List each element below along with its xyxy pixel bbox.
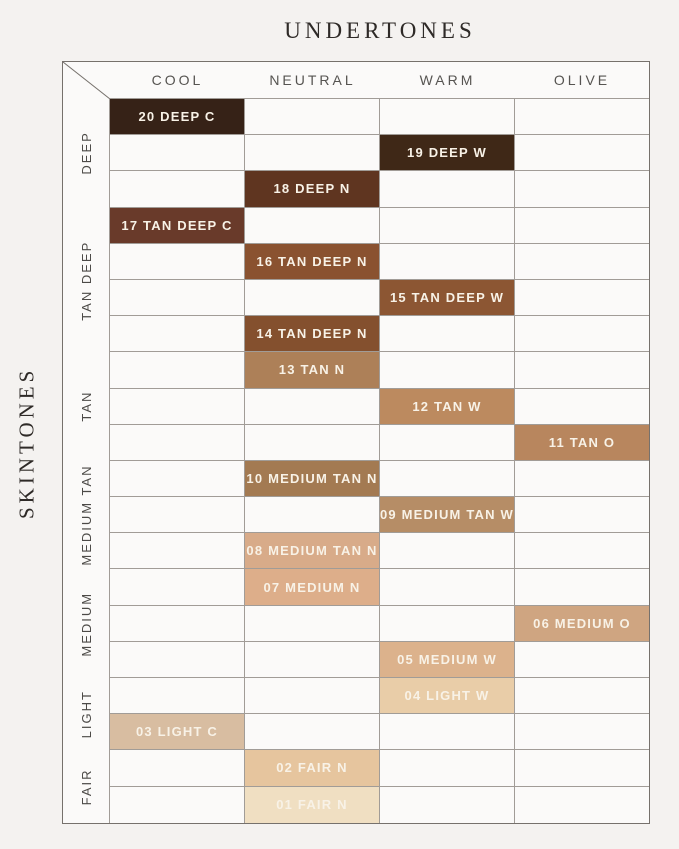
empty-grid-cell [110,244,245,280]
chart-title: UNDERTONES [284,18,476,43]
empty-grid-cell [515,244,649,280]
empty-grid-cell [245,280,380,316]
shade-cell-20-deep-c: 20 DEEP C [110,99,245,135]
empty-grid-cell [245,425,380,461]
shade-cell-10-medium-tan-n: 10 MEDIUM TAN N [245,461,380,497]
empty-grid-cell [110,280,245,316]
empty-grid-cell [380,569,515,605]
shade-cell-12-tan-w: 12 TAN W [380,389,515,425]
empty-grid-cell [380,244,515,280]
shade-cell-13-tan-n: 13 TAN N [245,352,380,388]
empty-grid-cell [110,678,245,714]
empty-grid-cell [245,99,380,135]
empty-grid-cell [110,171,245,207]
empty-grid-cell [110,389,245,425]
empty-grid-cell [245,389,380,425]
column-header-olive: OLIVE [515,62,649,99]
empty-grid-cell [515,642,649,678]
column-header-cool: COOL [110,62,245,99]
empty-grid-cell [380,750,515,786]
empty-grid-cell [515,787,649,823]
shade-cell-03-light-c: 03 LIGHT C [110,714,245,750]
empty-grid-cell [380,208,515,244]
empty-grid-cell [245,678,380,714]
empty-grid-cell [110,569,245,605]
shade-cell-17-tan-deep-c: 17 TAN DEEP C [110,208,245,244]
empty-grid-cell [110,316,245,352]
row-group-label-tan: TAN [79,391,94,423]
shade-cell-04-light-w: 04 LIGHT W [380,678,515,714]
empty-grid-cell [245,497,380,533]
empty-grid-cell [245,606,380,642]
shade-cell-09-medium-tan-w: 09 MEDIUM TAN W [380,497,515,533]
empty-grid-cell [515,99,649,135]
empty-grid-cell [110,497,245,533]
empty-grid-cell [515,497,649,533]
empty-grid-cell [515,461,649,497]
empty-grid-cell [515,352,649,388]
column-header-warm: WARM [380,62,515,99]
shade-cell-08-medium-tan-n: 08 MEDIUM TAN N [245,533,380,569]
shade-cell-01-fair-n: 01 FAIR N [245,787,380,823]
empty-grid-cell [515,389,649,425]
empty-grid-cell [110,533,245,569]
shade-cell-11-tan-o: 11 TAN O [515,425,649,461]
empty-grid-cell [515,135,649,171]
empty-grid-cell [515,280,649,316]
row-group-label-column [63,99,110,823]
row-group-label-deep: DEEP [79,131,94,175]
empty-grid-cell [515,714,649,750]
empty-grid-cell [110,461,245,497]
shade-cell-18-deep-n: 18 DEEP N [245,171,380,207]
empty-grid-cell [515,678,649,714]
shade-cell-15-tan-deep-w: 15 TAN DEEP W [380,280,515,316]
empty-grid-cell [245,642,380,678]
column-header-neutral: NEUTRAL [245,62,380,99]
diagonal-divider-line [63,62,110,99]
empty-grid-cell [110,642,245,678]
empty-grid-cell [380,461,515,497]
empty-grid-cell [110,750,245,786]
y-axis-title: SKINTONES [14,366,39,519]
empty-grid-cell [110,425,245,461]
empty-grid-cell [380,352,515,388]
row-group-label-fair: FAIR [79,768,94,806]
shade-cell-06-medium-o: 06 MEDIUM O [515,606,649,642]
empty-grid-cell [110,135,245,171]
empty-grid-cell [380,316,515,352]
empty-grid-cell [515,533,649,569]
empty-grid-cell [380,425,515,461]
empty-grid-cell [515,750,649,786]
shade-cell-19-deep-w: 19 DEEP W [380,135,515,171]
empty-grid-cell [380,99,515,135]
shade-cell-07-medium-n: 07 MEDIUM N [245,569,380,605]
empty-grid-cell [380,533,515,569]
table-corner-cell [63,62,110,99]
empty-grid-cell [380,714,515,750]
empty-grid-cell [110,787,245,823]
empty-grid-cell [245,135,380,171]
empty-grid-cell [515,569,649,605]
shade-cell-02-fair-n: 02 FAIR N [245,750,380,786]
empty-grid-cell [245,208,380,244]
row-group-label-medium: MEDIUM [79,591,94,657]
empty-grid-cell [380,606,515,642]
shade-cell-14-tan-deep-n: 14 TAN DEEP N [245,316,380,352]
empty-grid-cell [110,606,245,642]
row-group-label-medium-tan: MEDIUM TAN [79,464,94,566]
empty-grid-cell [245,714,380,750]
empty-grid-cell [515,208,649,244]
empty-grid-cell [110,352,245,388]
row-group-label-light: LIGHT [79,690,94,739]
shade-cell-16-tan-deep-n: 16 TAN DEEP N [245,244,380,280]
empty-grid-cell [380,787,515,823]
shade-matrix-table [62,61,650,824]
shade-cell-05-medium-w: 05 MEDIUM W [380,642,515,678]
empty-grid-cell [515,171,649,207]
row-group-label-tan-deep: TAN DEEP [79,239,94,321]
empty-grid-cell [515,316,649,352]
empty-grid-cell [380,171,515,207]
